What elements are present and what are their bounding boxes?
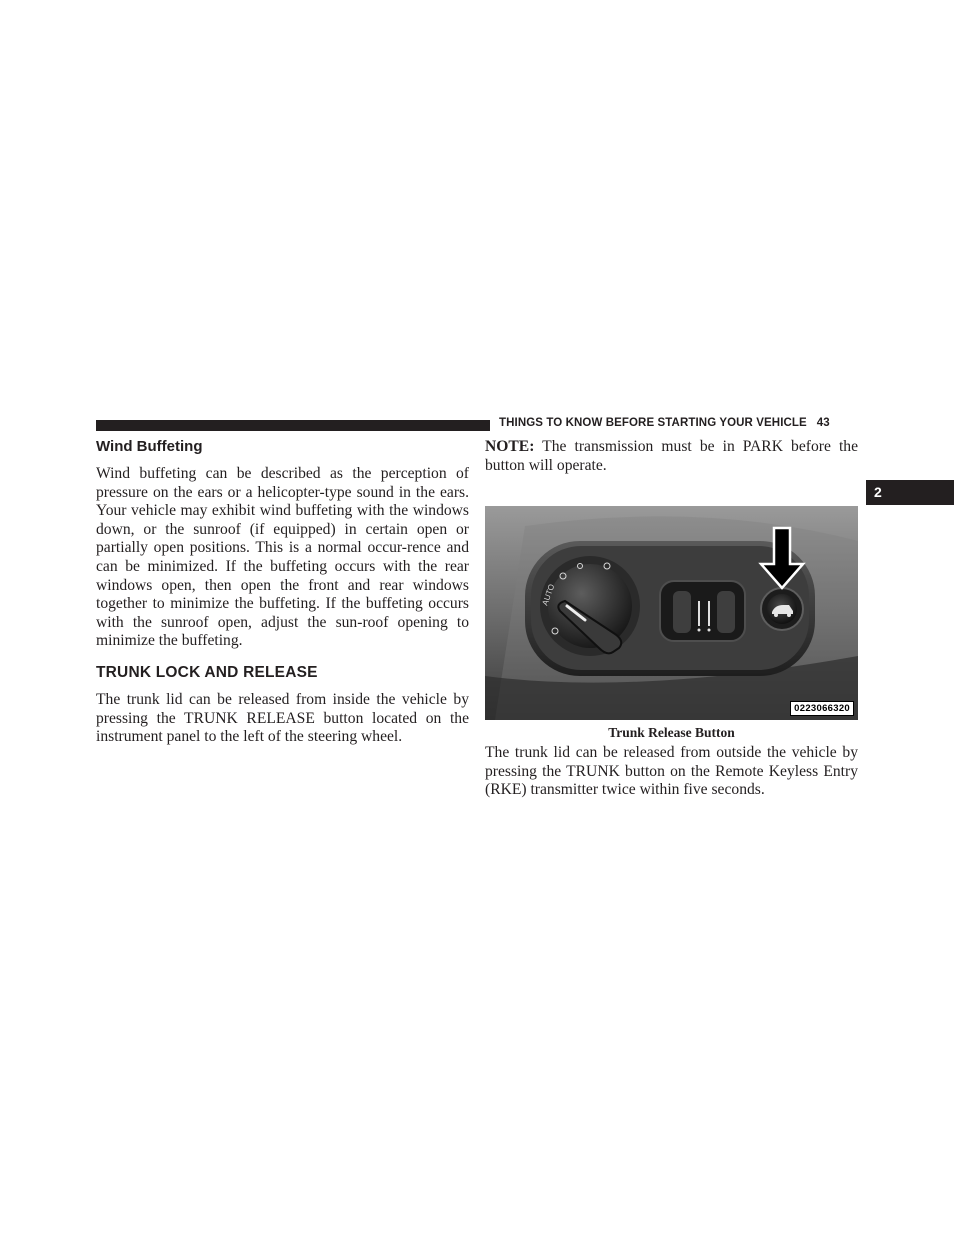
text-line: rence and can be minimized. If the buffeting occurs with xyxy=(96,539,469,575)
trunk-lock-paragraph xyxy=(96,691,469,747)
text-line: buffeting occurs with the sunroof open, adjust the sun- xyxy=(96,595,469,631)
note-label: NOTE: xyxy=(485,438,535,455)
text-line: windows together to minimize the buffeting. If the xyxy=(96,576,469,613)
text-line: windows down, or the sunroof (if equipped) in certain xyxy=(96,502,470,538)
text-line: The trunk lid can be released from outside the vehicle by xyxy=(485,744,858,762)
trunk-release-figure xyxy=(485,506,858,720)
trunk-outside-paragraph xyxy=(485,744,858,800)
running-header xyxy=(499,417,859,429)
figure-code: 0223066320 xyxy=(790,701,854,716)
figure-caption: Trunk Release Button xyxy=(608,725,735,741)
text-line: button will operate. xyxy=(485,456,607,474)
text-line: the rear windows open, then open the front and rear xyxy=(96,557,469,594)
wind-buffeting-heading: Wind Buffeting xyxy=(96,438,203,455)
left-column xyxy=(96,437,469,747)
text-line: roof opening to minimize the buffeting. xyxy=(96,613,469,650)
trunk-lock-heading: TRUNK LOCK AND RELEASE xyxy=(96,663,318,681)
header-rule xyxy=(96,420,490,431)
right-column xyxy=(485,437,858,800)
text-line: pressure on the ears or a helicopter-type sound in the xyxy=(96,483,435,501)
instrument-panel-photo xyxy=(485,506,858,720)
text-line: The transmission must be in PARK before the xyxy=(534,438,858,455)
note-paragraph xyxy=(485,438,858,475)
dial-auto-label: AUTO xyxy=(540,583,557,607)
trunk-release-button-icon xyxy=(761,588,803,630)
page-number: 43 xyxy=(816,417,830,429)
running-title: THINGS TO KNOW BEFORE STARTING YOUR VEHICLE xyxy=(499,417,807,429)
text-line: pressing the TRUNK button on the Remote Keyless Entry xyxy=(485,762,858,780)
text-line: open or partially open positions. This is a normal occur- xyxy=(96,520,470,557)
text-line: (RKE) transmitter twice within five seconds. xyxy=(485,781,765,799)
wind-buffeting-paragraph xyxy=(96,465,469,651)
text-line: pressing the TRUNK RELEASE button located on the xyxy=(96,709,469,727)
text-line: ears. Your vehicle may exhibit wind buffeting with the xyxy=(96,483,469,520)
text-line: The trunk lid can be released from inside the vehicle by xyxy=(96,690,469,708)
dimmer-wheel-icon xyxy=(660,581,745,641)
headlamp-switch-icon xyxy=(540,556,640,656)
text-line: Wind buffeting can be described as the perception of xyxy=(96,465,469,482)
text-line: instrument panel to the left of the steering wheel. xyxy=(96,728,403,746)
chapter-tab: 2 xyxy=(866,480,954,505)
